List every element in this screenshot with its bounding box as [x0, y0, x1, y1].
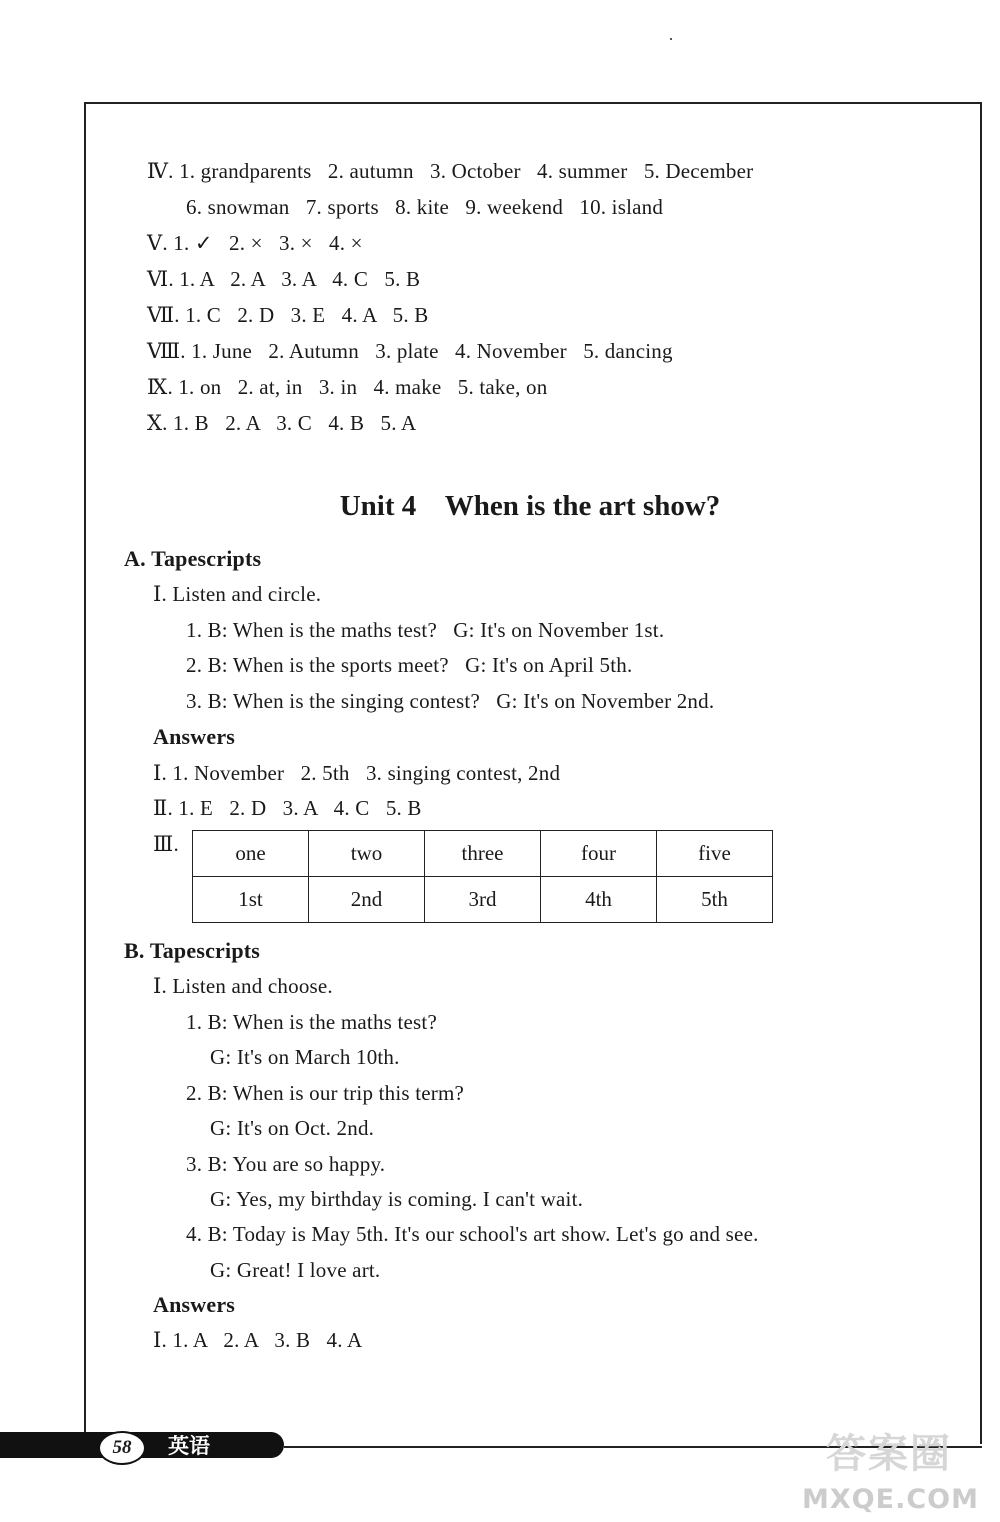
table-cell: three [425, 831, 541, 877]
answer-v: Ⅴ. 1. ✓ 2. × 3. × 4. × [147, 231, 363, 255]
tapescript-line: 2. B: When is the sports meet? G: It's on April 5th. [186, 653, 633, 677]
section-a-part1-label: Ⅰ. Listen and circle. [153, 582, 322, 606]
tapescript-line: G: Great! I love art. [210, 1258, 381, 1282]
unit-title: Unit 4 When is the art show? [339, 490, 721, 522]
table-cell: 3rd [425, 877, 541, 923]
table-cell: 1st [193, 877, 309, 923]
answer-a-iii-label: Ⅲ. [153, 832, 179, 856]
table-row [193, 877, 773, 923]
tapescript-line: 1. B: When is the maths test? G: It's on November 1st. [186, 618, 665, 642]
watermark [780, 1420, 990, 1520]
answer-vii: Ⅶ. 1. C 2. D 3. E 4. A 5. B [147, 303, 429, 327]
answer-a-ii: Ⅱ. 1. E 2. D 3. A 4. C 5. B [153, 796, 422, 820]
watermark-url: MXQE.COM [802, 1484, 979, 1515]
answer-ix: Ⅸ. 1. on 2. at, in 3. in 4. make 5. take, on [147, 375, 548, 399]
watermark-logo-text: 答案圈 [826, 1431, 952, 1477]
tapescript-line: 1. B: When is the maths test? [186, 1010, 437, 1034]
table-cell: 5th [657, 877, 773, 923]
ordinal-table [192, 830, 773, 923]
table-row [193, 831, 773, 877]
tapescript-line: G: Yes, my birthday is coming. I can't wait. [210, 1187, 584, 1211]
table-cell: two [309, 831, 425, 877]
tapescript-line: 4. B: Today is May 5th. It's our school's art show. Let's go and see. [186, 1222, 759, 1246]
table-cell: 2nd [309, 877, 425, 923]
tapescript-line: G: It's on March 10th. [210, 1045, 400, 1069]
answer-viii: Ⅷ. 1. June 2. Autumn 3. plate 4. November 5. dancing [147, 339, 673, 363]
tapescript-line: 3. B: When is the singing contest? G: It's on November 2nd. [186, 689, 715, 713]
tapescript-line: 3. B: You are so happy. [186, 1152, 386, 1176]
section-a-heading: A. Tapescripts [124, 546, 262, 571]
table-cell: 4th [541, 877, 657, 923]
page-number: 58 [98, 1431, 146, 1465]
section-b-part1-label: Ⅰ. Listen and choose. [153, 974, 333, 998]
tapescript-line: 2. B: When is our trip this term? [186, 1081, 465, 1105]
section-b-heading: B. Tapescripts [124, 938, 261, 963]
table-cell: five [657, 831, 773, 877]
answer-vi: Ⅵ. 1. A 2. A 3. A 4. C 5. B [147, 267, 421, 291]
scan-speck [670, 38, 672, 40]
tapescript-line: G: It's on Oct. 2nd. [210, 1116, 375, 1140]
answer-iv-line2: 6. snowman 7. sports 8. kite 9. weekend 10. island [186, 195, 664, 219]
table-cell: four [541, 831, 657, 877]
answer-b-i: Ⅰ. 1. A 2. A 3. B 4. A [153, 1328, 363, 1352]
answer-a-i: Ⅰ. 1. November 2. 5th 3. singing contest, 2nd [153, 761, 561, 785]
answers-heading-a: Answers [153, 724, 236, 749]
answer-x: Ⅹ. 1. B 2. A 3. C 4. B 5. A [147, 411, 417, 435]
subject-label: 英语 [168, 1434, 210, 1458]
answers-heading-b: Answers [153, 1292, 236, 1317]
table-cell: one [193, 831, 309, 877]
answer-iv-line1: Ⅳ. 1. grandparents 2. autumn 3. October 4. summer 5. December [147, 159, 754, 183]
